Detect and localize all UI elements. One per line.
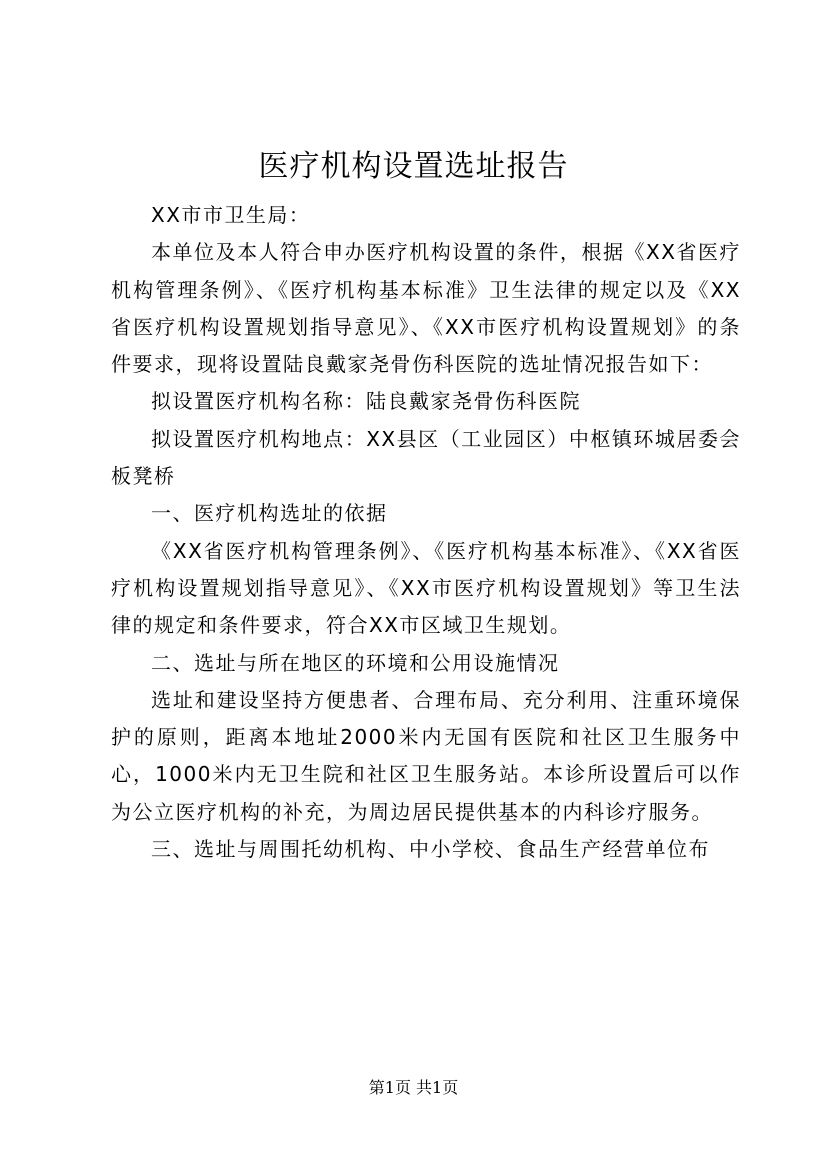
document-title: 医疗机构设置选址报告 [258,149,569,184]
intro-paragraph: 本单位及本人符合申办医疗机构设置的条件，根据《XX省医疗机构管理条例》、《医疗机构基本标准》卫生法律的规定以及《XX省医疗机构设置规划指导意见》、《XX市医疗机构设置规划》的条件要求，现将设置陆良戴家尧骨伤科医院的选址情况报告如下： [111,240,741,377]
page-footer: 第1页 共1页 [368,1078,459,1097]
document-body [111,197,741,868]
section-heading-3: 三、选址与周围托幼机构、中小学校、食品生产经营单位布 [151,837,710,862]
section-2-paragraph: 选址和建设坚持方便患者、合理布局、充分利用、注重环境保护的原则，距离本地址2000米内无国有医院和社区卫生服务中心，1000米内无卫生院和社区卫生服务站。本诊所设置后可以作为公立医疗机构的补充，为周边居民提供基本的内科诊疗服务。 [111,687,741,824]
section-1-paragraph: 《XX省医疗机构管理条例》、《医疗机构基本标准》、《XX省医疗机构设置规划指导意见》、《XX市医疗机构设置规划》等卫生法律的规定和条件要求，符合XX市区域卫生规划。 [111,538,741,638]
section-heading-2: 二、选址与所在地区的环境和公用设施情况 [151,650,560,675]
institution-name-paragraph: 拟设置医疗机构名称：陆良戴家尧骨伤科医院 [151,389,581,414]
institution-location-paragraph: 拟设置医疗机构地点：XX县区（工业园区）中枢镇环城居委会板凳桥 [111,426,741,489]
section-heading-1: 一、医疗机构选址的依据 [151,501,388,526]
addressee-paragraph: XX市市卫生局： [151,203,311,227]
